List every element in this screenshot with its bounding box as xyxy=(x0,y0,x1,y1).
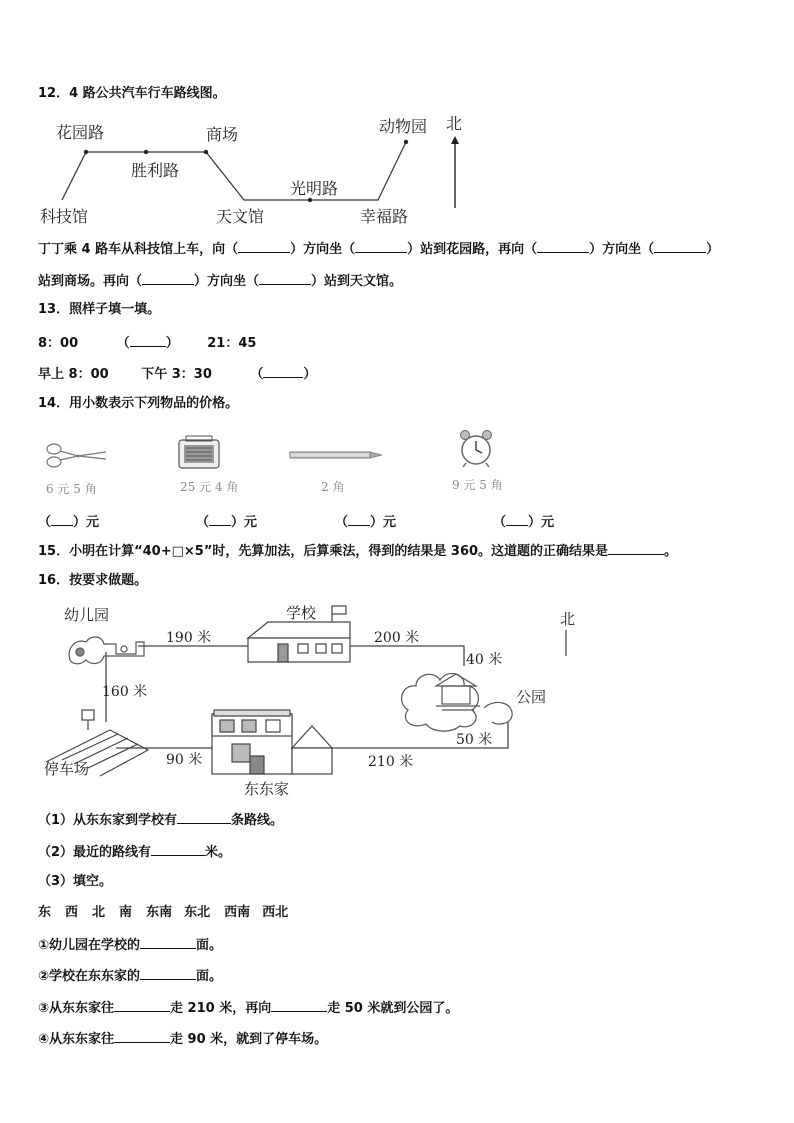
scissors-icon xyxy=(44,440,110,470)
answer-blank[interactable] xyxy=(209,513,231,526)
answer-blank[interactable] xyxy=(263,365,303,378)
answer-blank[interactable] xyxy=(140,936,196,949)
distance-50: 50 米 xyxy=(456,732,493,748)
pencil-icon xyxy=(288,448,384,462)
distance-90: 90 米 xyxy=(166,752,203,768)
q16-sub2: （2）最近的路线有 米。 xyxy=(38,845,232,860)
direction-options: 东 西 北 南 东南 东北 西南 西北 xyxy=(38,905,289,920)
distance-200: 200 米 xyxy=(374,630,420,646)
stop-dot xyxy=(404,140,408,144)
north-arrowhead-icon xyxy=(451,136,459,144)
answer-blank[interactable] xyxy=(348,513,370,526)
answer-blank[interactable] xyxy=(151,843,205,856)
answer-blank[interactable] xyxy=(355,240,407,253)
answer-blank[interactable] xyxy=(506,513,528,526)
q16-fill1: ①幼儿园在学校的 面。 xyxy=(38,938,223,953)
q14-title: 14．用小数表示下列物品的价格。 xyxy=(38,396,239,411)
stop-dot xyxy=(84,150,88,154)
q16-fill4: ④从东东家往 走 90 米，就到了停车场。 xyxy=(38,1032,328,1047)
answer-blank[interactable] xyxy=(114,1030,170,1043)
q16-title: 16．按要求做题。 xyxy=(38,573,148,588)
q16-fill3: ③从东东家往 走 210 米，再向 走 50 米就到公园了。 xyxy=(38,1001,459,1016)
stop-dot xyxy=(144,150,148,154)
answer-blank[interactable] xyxy=(271,999,327,1012)
q13-row1: 8：00 （ ） 21：45 xyxy=(38,336,257,351)
radio-icon xyxy=(176,434,222,472)
north-label: 北 xyxy=(446,114,463,133)
answer-blank[interactable] xyxy=(537,240,589,253)
answer-blank[interactable] xyxy=(177,811,231,824)
distance-160: 160 米 xyxy=(102,684,148,700)
stop-label-huayuan: 花园路 xyxy=(56,123,105,142)
answer-blank[interactable] xyxy=(51,513,73,526)
q16-sub1: （1）从东东家到学校有 条路线。 xyxy=(38,813,284,828)
q16-fill2: ②学校在东东家的 面。 xyxy=(38,969,223,984)
stop-dot xyxy=(308,198,312,202)
stop-label-guangming: 光明路 xyxy=(290,179,339,198)
distance-190: 190 米 xyxy=(166,630,212,646)
q13-title: 13．照样子填一填。 xyxy=(38,302,161,317)
answer-blank[interactable] xyxy=(654,240,706,253)
house-icon xyxy=(212,710,332,774)
label-home: 东东家 xyxy=(244,780,290,798)
price-answer: （ ）元 xyxy=(196,515,258,530)
answer-blank[interactable] xyxy=(238,240,290,253)
q12-line1: 丁丁乘 4 路车从科技馆上车，向（ ）方向坐（ ）站到花园路，再向（ ）方向坐（ ） xyxy=(38,242,720,257)
stop-label-xingfu: 幸福路 xyxy=(360,207,409,226)
bus-route-map xyxy=(36,110,476,232)
distance-40: 40 米 xyxy=(466,652,503,668)
stop-label-tianwen: 天文馆 xyxy=(216,207,265,226)
answer-blank[interactable] xyxy=(140,967,196,980)
stop-dot xyxy=(204,150,208,154)
price-label: 6 元 5 角 xyxy=(46,482,97,496)
answer-blank[interactable] xyxy=(114,999,170,1012)
label-park: 公园 xyxy=(516,688,547,706)
answer-blank[interactable] xyxy=(142,272,194,285)
q12-line2: 站到商场。再向（ ）方向坐（ ）站到天文馆。 xyxy=(38,274,403,289)
stop-label-shangchang: 商场 xyxy=(206,125,239,144)
price-label: 2 角 xyxy=(321,480,345,494)
stop-label-shengli: 胜利路 xyxy=(131,161,180,180)
price-label: 9 元 5 角 xyxy=(452,478,503,492)
label-parking: 停车场 xyxy=(44,760,90,778)
answer-blank[interactable] xyxy=(608,542,664,555)
alarm-clock-icon xyxy=(458,428,494,468)
q16-sub3: （3）填空。 xyxy=(38,874,113,889)
park-icon xyxy=(402,673,513,731)
price-answer: （ ）元 xyxy=(335,515,397,530)
north-label: 北 xyxy=(560,610,576,628)
stop-label-dongwuyuan: 动物园 xyxy=(379,117,428,136)
stop-label-keji: 科技馆 xyxy=(40,207,89,226)
q15-text: 15．小明在计算“40+□×5”时，先算加法，后算乘法，得到的结果是 360。这道题的正确结果是 。 xyxy=(38,544,678,559)
price-answer: （ ）元 xyxy=(38,515,100,530)
neighborhood-map xyxy=(36,598,596,798)
distance-210: 210 米 xyxy=(368,754,414,770)
q12-title: 12．4 路公共汽车行车路线图。 xyxy=(38,86,226,101)
price-label: 25 元 4 角 xyxy=(180,480,239,494)
q13-row2: 早上 8：00 下午 3：30 （ ） xyxy=(38,367,317,382)
price-answer: （ ）元 xyxy=(493,515,555,530)
label-kindergarten: 幼儿园 xyxy=(64,606,110,624)
answer-blank[interactable] xyxy=(130,334,166,347)
label-school: 学校 xyxy=(286,604,317,622)
answer-blank[interactable] xyxy=(259,272,311,285)
